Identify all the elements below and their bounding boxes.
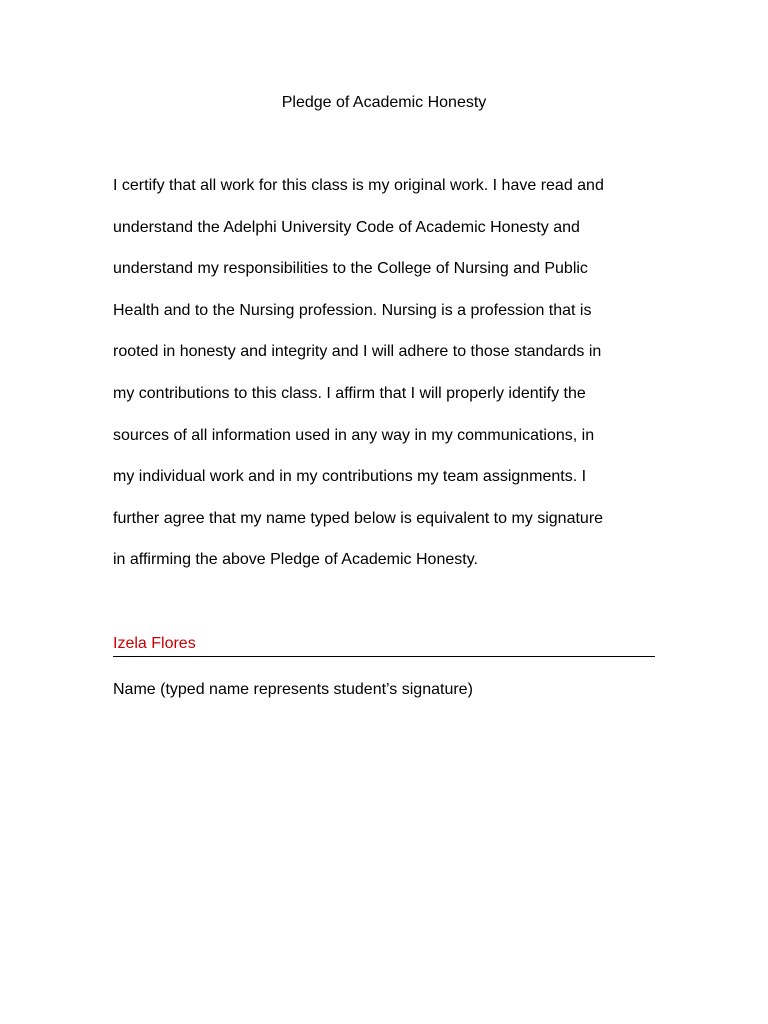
paragraph-line: rooted in honesty and integrity and I will adhere to those standards in [113,343,602,361]
paragraph-line: I certify that all work for this class is my original work. I have read and [113,177,604,194]
paragraph-line: understand my responsibilities to the College of Nursing and Public [113,260,588,278]
paragraph-line: in affirming the above Pledge of Academic Honesty. [113,551,478,569]
signature-underline [113,656,655,657]
document-title: Pledge of Academic Honesty [281,94,487,111]
paragraph-line: my individual work and in my contributions my team assignments. I [113,468,587,486]
paragraph-line: understand the Adelphi University Code of Academic Honesty and [113,218,580,236]
pledge-paragraph [113,175,658,591]
signature-caption: Name (typed name represents student’s signature) [113,681,473,698]
paragraph-line: Health and to the Nursing profession. Nursing is a profession that is [113,301,592,319]
paragraph-line: further agree that my name typed below is equivalent to my signature [113,509,604,527]
paragraph-line: my contributions to this class. I affirm that I will properly identify the [113,384,586,402]
typed-signature-name: Izela Flores [113,635,196,652]
paragraph-line: sources of all information used in any way in my communications, in [113,426,595,444]
